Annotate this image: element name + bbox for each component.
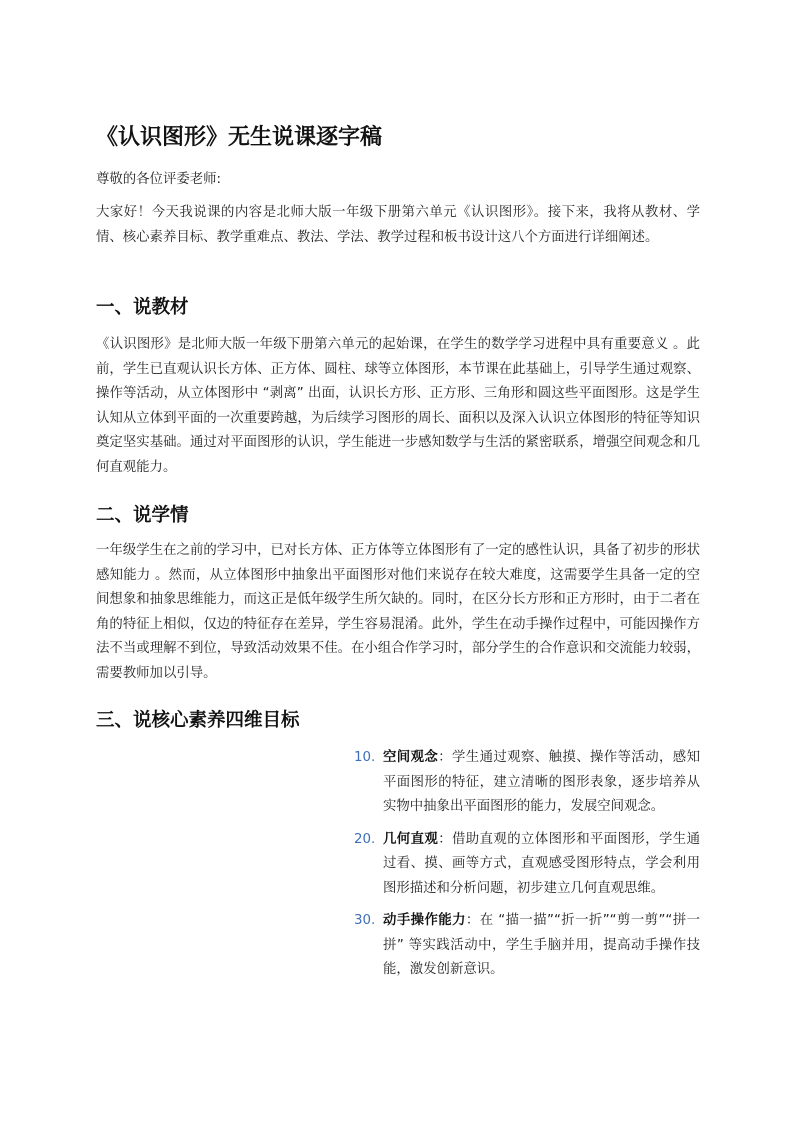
section-heading-students: 二、说学情 (96, 505, 189, 526)
goal-list (354, 746, 700, 991)
section-paragraph-students: 一年级学生在之前的学习中，已对长方体、正方体等立体图形有了一定的感性认识，具备了初步的形状感知能力 。然而，从立体图形中抽象出平面图形对他们来说存在较大难度，这需要学生具备一定的空间想象和抽象思维能力，而这正是低年级学生所欠缺的。同时，在区分长方形和正方形时，由于二者在角的特征上相似，仅边的特征存在差异，学生容易混淆。此外，学生在动手操作过程中，可能因操作方法不当或理解不到位，导致活动效果不佳。在小组合作学习时，部分学生的合作意识和交流能力较弱，需要教师加以引导。 (96, 543, 700, 681)
greeting-line: 尊敬的各位评委老师: (96, 172, 222, 187)
goal-number: 20. (354, 831, 376, 847)
section-heading-textbook: 一、说教材 (96, 297, 189, 318)
goal-text: ：借助直观的立体图形和平面图形，学生通过看、摸、画等方式，直观感受图形特点，学会利用图形描述和分析问题，初步建立几何直观思维。 (383, 831, 700, 896)
section-paragraph-textbook: 《认识图形》是北师大版一年级下册第六单元的起始课，在学生的数学学习进程中具有重要意义 。此前，学生已直观认识长方体、正方体、圆柱、球等立体图形，本节课在此基础上，引导学生通过观察、操作等活动，从立体图形中 “剥离” 出面，认识长方形、正方形、三角形和圆这些平面图形。这是学生认知从立体到平面的一次重要跨越，为后续学习图形的周长、面积以及深入认识立体图形的特征等知识奠定坚实基础。通过对平面图形的认识，学生能进一步感知数学与生活的紧密联系，增强空间观念和几何直观能力。 (96, 337, 700, 475)
goal-label: 几何直观 (383, 831, 439, 847)
goal-number: 10. (354, 750, 376, 765)
goal-label: 动手操作能力 (383, 913, 466, 928)
goal-item-spatial (354, 746, 700, 820)
intro-paragraph: 大家好！今天我说课的内容是北师大版一年级下册第六单元《认识图形》。接下来，我将从教材、学情、核心素养目标、教学重难点、教法、学法、教学过程和板书设计这八个方面进行详细阐述。 (96, 205, 700, 245)
goal-item-geometry (354, 828, 700, 902)
goal-label: 空间观念 (383, 750, 439, 765)
document-page (96, 0, 700, 1122)
document-title: 《认识图形》无生说课逐字稿 (96, 125, 383, 150)
goal-number: 30. (354, 913, 376, 928)
goal-text: ：学生通过观察、触摸、操作等活动，感知平面图形的特征，建立清晰的图形表象，逐步培养从实物中抽象出平面图形的能力，发展空间观念。 (383, 750, 700, 814)
section-heading-goals: 三、说核心素养四维目标 (96, 710, 300, 731)
goal-item-hands-on (354, 909, 700, 983)
goal-text: ：在 “描一描”“折一折”“剪一剪”“拼一拼” 等实践活动中，学生手脑并用，提高动手操作技能，激发创新意识。 (383, 913, 700, 977)
